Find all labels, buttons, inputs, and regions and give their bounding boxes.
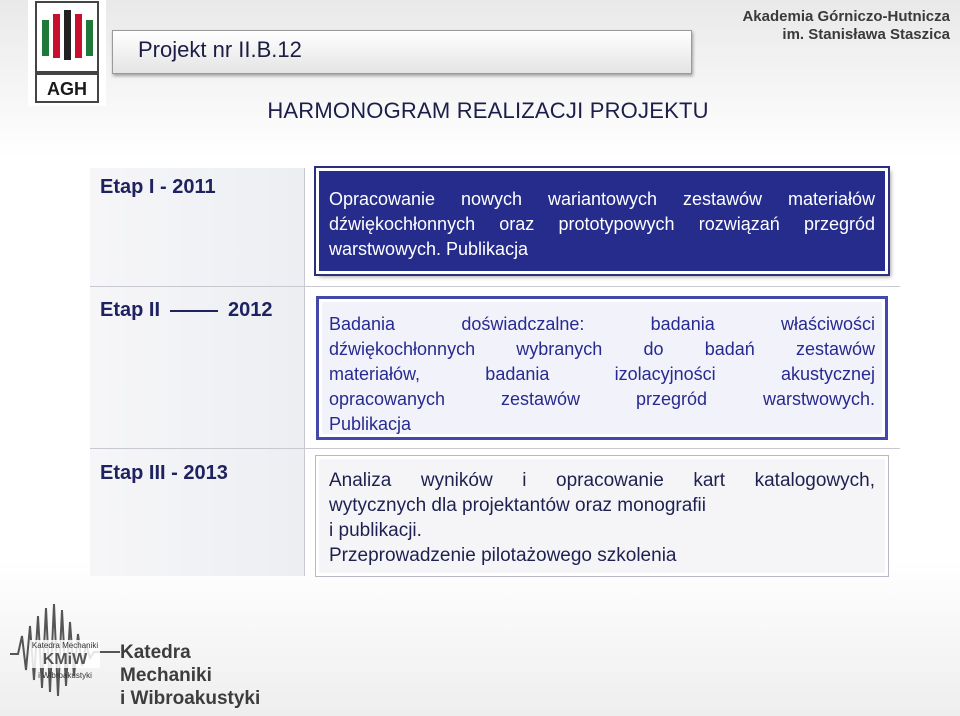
row-divider: [90, 448, 900, 449]
agh-logo: [28, 0, 106, 106]
department-line3: i Wibroakustyki: [120, 688, 261, 709]
stage-label-3: Etap III - 2013: [100, 462, 228, 484]
row-divider: [90, 286, 900, 287]
stage-3-description: [316, 456, 888, 576]
project-label: Projekt nr II.B.12: [138, 37, 302, 62]
university-name-line2: im. Stanisława Staszica: [782, 26, 950, 43]
kmiw-logo-abbrev: KMiW: [42, 651, 88, 668]
stage-2-description: [316, 296, 888, 440]
agh-logo-text: AGH: [47, 79, 87, 99]
stage-label-1: Etap I - 2011: [100, 176, 216, 198]
kmiw-logo-small-1: Katedra Mechaniki: [31, 641, 99, 650]
page-title: HARMONOGRAM REALIZACJI PROJEKTU: [267, 98, 709, 123]
department-line2: Mechaniki: [120, 665, 212, 686]
stage-2-line-1: Badania doświadczalne: badania właściwości: [329, 314, 875, 334]
column-divider: [304, 168, 305, 576]
stage-1-line-2: dźwiękochłonnych oraz prototypowych rozwiązań przegród: [329, 214, 875, 234]
stage-label-2-dash: [170, 310, 218, 312]
department-line1: Katedra: [120, 642, 191, 663]
schedule-table: [90, 168, 900, 576]
stage-label-2-text: Etap II 2012: [100, 299, 273, 321]
stage-1-line-1: Opracowanie nowych wariantowych zestawów materiałów: [329, 189, 875, 209]
stage-3-line-3: i publikacji.: [329, 520, 422, 541]
stage-column: [90, 168, 304, 576]
stage-1-line-3: warstwowych. Publikacja: [329, 239, 529, 259]
department-name: [120, 641, 260, 710]
stage-2-line-3: materiałów, badania izolacyjności akustycznej: [329, 364, 875, 384]
kmiw-logo-small-2: i Wibroakustyki: [38, 671, 92, 680]
stage-2-line-5: Publikacja: [329, 414, 412, 434]
stage-2-line-4: opracowanych zestawów przegród warstwowych.: [329, 389, 875, 409]
stage-3-line-1: Analiza wyników i opracowanie kart katalogowych,: [329, 470, 875, 491]
stage-3-line-4: Przeprowadzenie pilotażowego szkolenia: [329, 545, 677, 566]
stage-3-line-2: wytycznych dla projektantów oraz monografii: [329, 495, 707, 516]
stage-1-description: [316, 168, 888, 274]
university-name: [742, 8, 950, 44]
stage-label-2: [100, 299, 273, 322]
stage-2-line-2: dźwiękochłonnych wybranych do badań zestawów: [329, 339, 875, 359]
university-name-line1: Akademia Górniczo-Hutnicza: [742, 8, 950, 25]
